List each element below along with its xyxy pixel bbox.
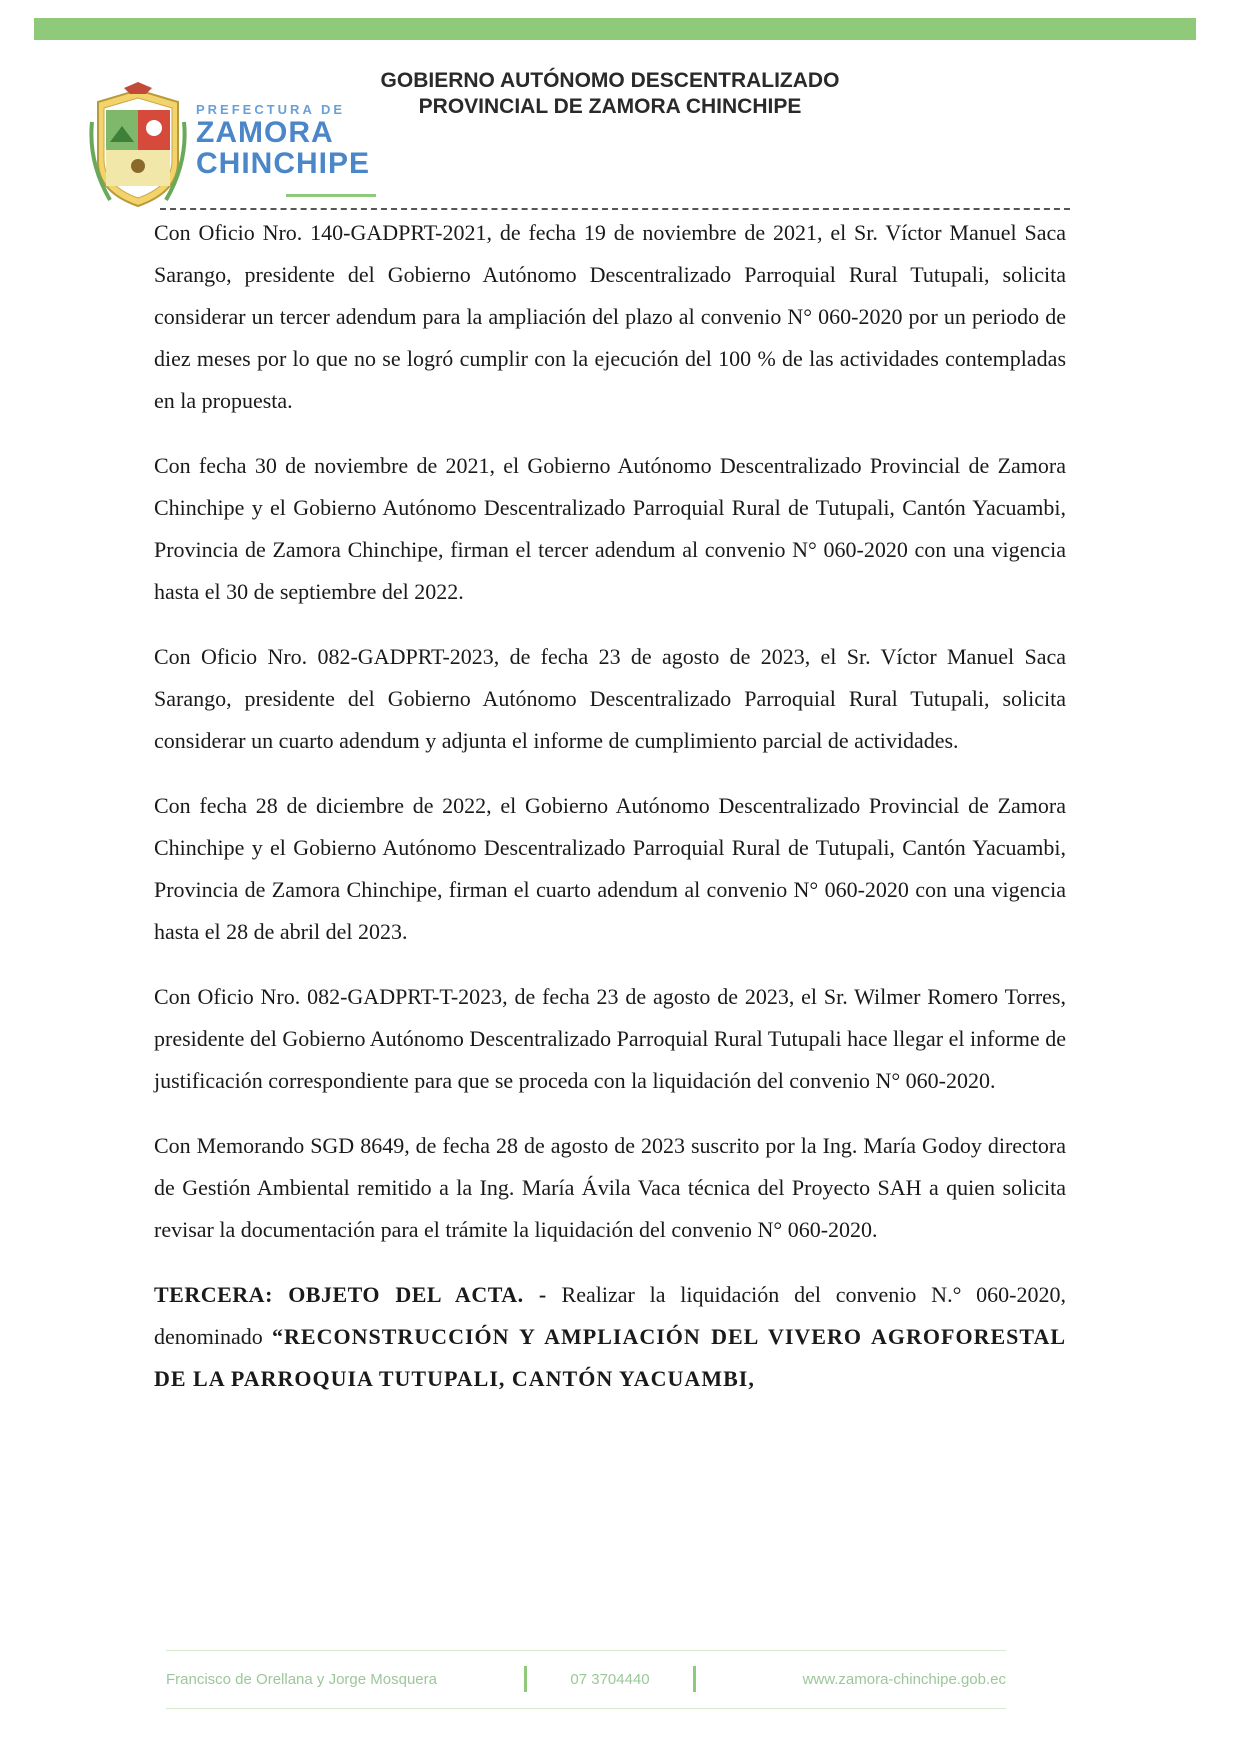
footer-separator: [524, 1666, 527, 1692]
paragraph-6: Con Memorando SGD 8649, de fecha 28 de agosto de 2023 suscrito por la Ing. María Godoy directora de Gestión Ambiental remitido a la Ing. María Ávila Vaca técnica del Proyecto SAH a quien solicita revisar la documentación para el trámite la liquidación del convenio N° 060-2020.: [154, 1133, 1066, 1242]
footer-address: Francisco de Orellana y Jorge Mosquera: [166, 1670, 437, 1688]
page-footer: [166, 1660, 1006, 1698]
paragraph-2: Con fecha 30 de noviembre de 2021, el Gobierno Autónomo Descentralizado Provincial de Zamora Chinchipe y el Gobierno Autónomo Descentralizado Parroquial Rural de Tutupali, Cantón Yacuambi, Provincia de Zamora Chinchipe, firman el tercer adendum al convenio N° 060-2020 con una vigencia hasta el 30 de septiembre del 2022.: [154, 453, 1066, 604]
clause-text: Realizar la liquidación del convenio N.° 060-2020, denominado: [154, 1282, 1066, 1349]
footer-divider-bottom: [166, 1708, 1006, 1709]
header-line1: GOBIERNO AUTÓNOMO DESCENTRALIZADO: [380, 69, 840, 92]
header-divider: [160, 208, 1070, 210]
clause-heading: TERCERA: OBJETO DEL ACTA. -: [154, 1282, 547, 1307]
paragraph-1: Con Oficio Nro. 140-GADPRT-2021, de fecha 19 de noviembre de 2021, el Sr. Víctor Manuel Saca Sarango, presidente del Gobierno Autónomo Descentralizado Parroquial Rural Tutupali, solicita considerar un tercer adendum para la ampliación del plazo al convenio N° 060-2020 por un periodo de diez meses por lo que no se logró cumplir con la ejecución del 100 % de las actividades contempladas en la propuesta.: [154, 220, 1066, 413]
footer-website: www.zamora-chinchipe.gob.ec: [802, 1670, 1006, 1688]
paragraph-3: Con Oficio Nro. 082-GADPRT-2023, de fecha 23 de agosto de 2023, el Sr. Víctor Manuel Saca Sarango, presidente del Gobierno Autónomo Descentralizado Parroquial Rural Tutupali, solicita considerar un cuarto adendum y adjunta el informe de cumplimiento parcial de actividades.: [154, 644, 1066, 753]
document-body: [154, 212, 1066, 1400]
footer-separator: [693, 1666, 696, 1692]
paragraph-5: Con Oficio Nro. 082-GADPRT-T-2023, de fecha 23 de agosto de 2023, el Sr. Wilmer Romero Torres, presidente del Gobierno Autónomo Descentralizado Parroquial Rural Tutupali hace llegar el informe de justificación correspondiente para que se proceda con la liquidación del convenio N° 060-2020.: [154, 984, 1066, 1093]
logo-line2: CHINCHIPE: [196, 147, 371, 180]
paragraph-4: Con fecha 28 de diciembre de 2022, el Gobierno Autónomo Descentralizado Provincial de Zamora Chinchipe y el Gobierno Autónomo Descentralizado Parroquial Rural de Tutupali, Cantón Yacuambi, Provincia de Zamora Chinchipe, firman el cuarto adendum al convenio N° 060-2020 con una vigencia hasta el 28 de abril del 2023.: [154, 793, 1066, 944]
header-line2: PROVINCIAL DE ZAMORA CHINCHIPE: [418, 95, 802, 118]
logo-line1: ZAMORA: [196, 116, 334, 149]
top-color-bar: [34, 18, 1196, 40]
project-title: “RECONSTRUCCIÓN Y AMPLIACIÓN DEL VIVERO AGROFORESTAL DE LA PARROQUIA TUTUPALI, CANTÓN YACUAMBI,: [154, 1324, 1066, 1391]
logo-small-text: PREFECTURA DE: [196, 102, 346, 117]
document-header: [300, 68, 920, 120]
coat-of-arms-icon: [88, 82, 188, 212]
footer-divider-top: [166, 1650, 1006, 1651]
logo-underline: [286, 194, 376, 197]
clause-paragraph: [154, 1274, 1066, 1400]
footer-phone: 07 3704440: [570, 1670, 650, 1688]
